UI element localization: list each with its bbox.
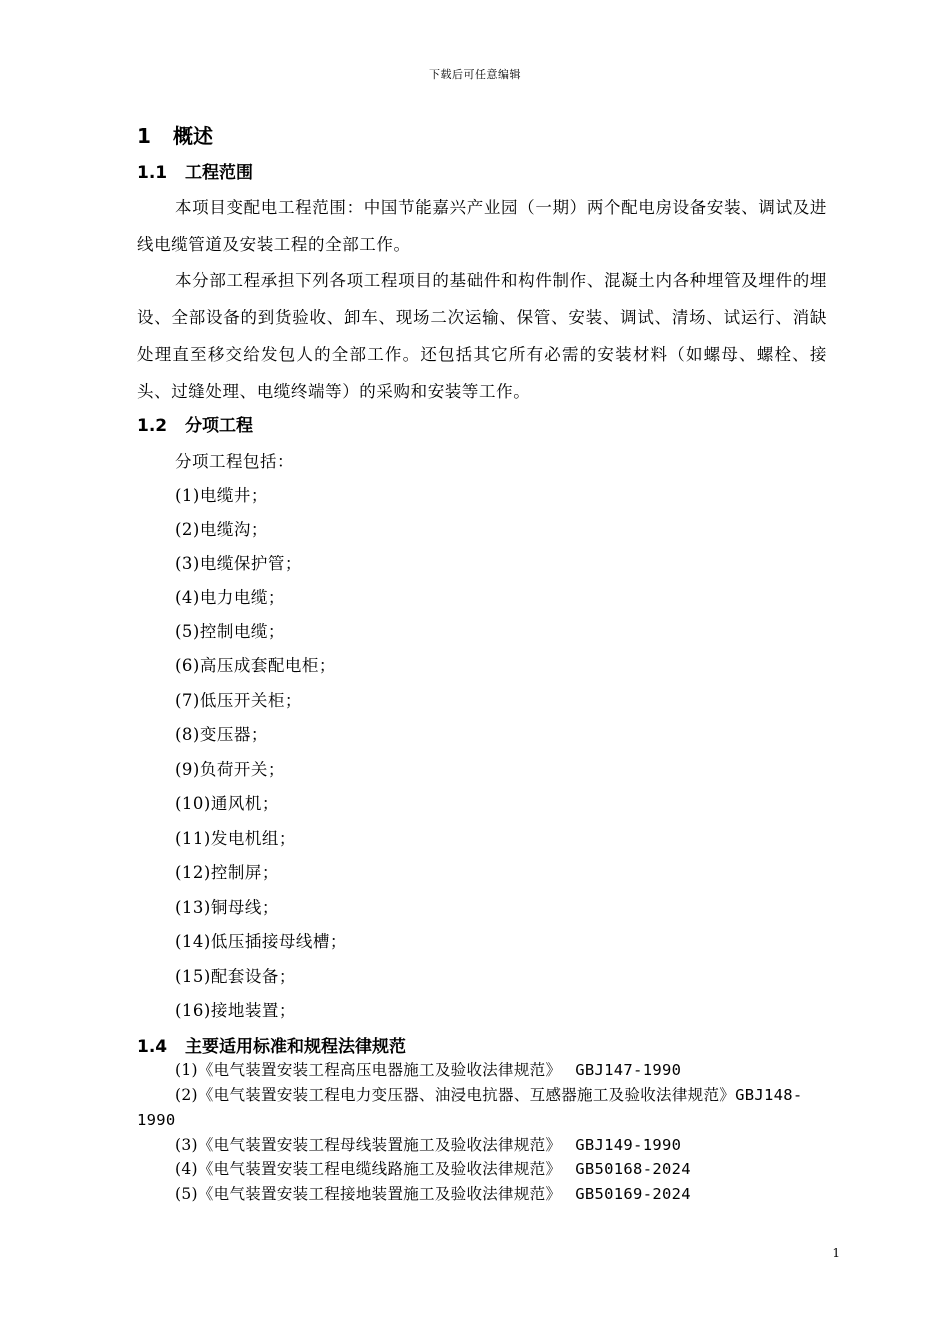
list-item: (10)通风机；: [175, 794, 279, 813]
list-item: (14)低压插接母线槽；: [175, 932, 347, 951]
standard-code: GBJ147-1990: [575, 1061, 682, 1079]
standard-title: (3)《电气装置安装工程母线装置施工及验收法律规范》: [175, 1136, 562, 1154]
section-title: 概述: [173, 124, 213, 148]
page-number: 1: [832, 1246, 840, 1260]
list-item: (11)发电机组；: [175, 829, 296, 848]
standard-code: GBJ149-1990: [575, 1136, 682, 1154]
standard-code: GB50169-2024: [575, 1185, 691, 1203]
standard-item: [137, 1157, 837, 1182]
standard-item: [137, 1058, 837, 1083]
list-item: (2)电缆沟；: [175, 520, 268, 539]
list-item: (3)电缆保护管；: [175, 554, 302, 573]
section-number: 1.1: [137, 163, 168, 183]
scope-paragraph-2: 本分部工程承担下列各项工程项目的基础件和构件制作、混凝土内各种埋管及埋件的埋设、全部设备的到货验收、卸车、现场二次运输、保管、安装、调试、清场、试运行、消缺处理直至移交给发包人的全部工作。还包括其它所有必需的安装材料（如螺母、螺栓、接头、过缝处理、电缆终端等）的采购和安装等工作。: [137, 271, 827, 401]
section-1-4-heading: [137, 1034, 406, 1060]
standard-code: GB50168-2024: [575, 1160, 691, 1178]
section-title: 分项工程: [185, 416, 253, 436]
standard-title: (5)《电气装置安装工程接地装置施工及验收法律规范》: [175, 1185, 562, 1203]
section-number: 1.4: [137, 1037, 168, 1057]
standard-title: (1)《电气装置安装工程高压电器施工及验收法律规范》: [175, 1061, 562, 1079]
list-item: (16)接地装置；: [175, 1001, 296, 1020]
standard-title: (2)《电气装置安装工程电力变压器、油浸电抗器、互感器施工及验收法律规范》: [175, 1086, 736, 1104]
section-1-heading: [137, 122, 213, 150]
list-item: (4)电力电缆；: [175, 588, 285, 607]
section-number: 1: [137, 124, 151, 148]
standard-item: [137, 1133, 837, 1158]
list-item: (13)铜母线；: [175, 898, 279, 917]
subproject-intro: 分项工程包括：: [175, 452, 294, 471]
standard-item: [137, 1083, 837, 1132]
page-header-note: 下载后可任意编辑: [429, 68, 521, 81]
list-item: (12)控制屏；: [175, 863, 279, 882]
standard-title: (4)《电气装置安装工程电缆线路施工及验收法律规范》: [175, 1160, 562, 1178]
list-item: (5)控制电缆；: [175, 622, 285, 641]
list-item: (7)低压开关柜；: [175, 691, 302, 710]
list-item: (8)变压器；: [175, 725, 268, 744]
list-item: (1)电缆井；: [175, 486, 268, 505]
list-item: (9)负荷开关；: [175, 760, 285, 779]
section-number: 1.2: [137, 416, 168, 436]
section-title: 主要适用标准和规程法律规范: [185, 1037, 406, 1057]
section-title: 工程范围: [185, 163, 253, 183]
section-1-2-heading: [137, 413, 253, 439]
standard-item: [137, 1182, 837, 1207]
standard-code: GBJ148-1990: [137, 1086, 803, 1129]
section-1-1-heading: [137, 160, 253, 186]
list-item: (15)配套设备；: [175, 967, 296, 986]
list-item: (6)高压成套配电柜；: [175, 656, 336, 675]
scope-paragraph-1: 本项目变配电工程范围：中国节能嘉兴产业园（一期）两个配电房设备安装、调试及进线电缆管道及安装工程的全部工作。: [137, 198, 827, 254]
